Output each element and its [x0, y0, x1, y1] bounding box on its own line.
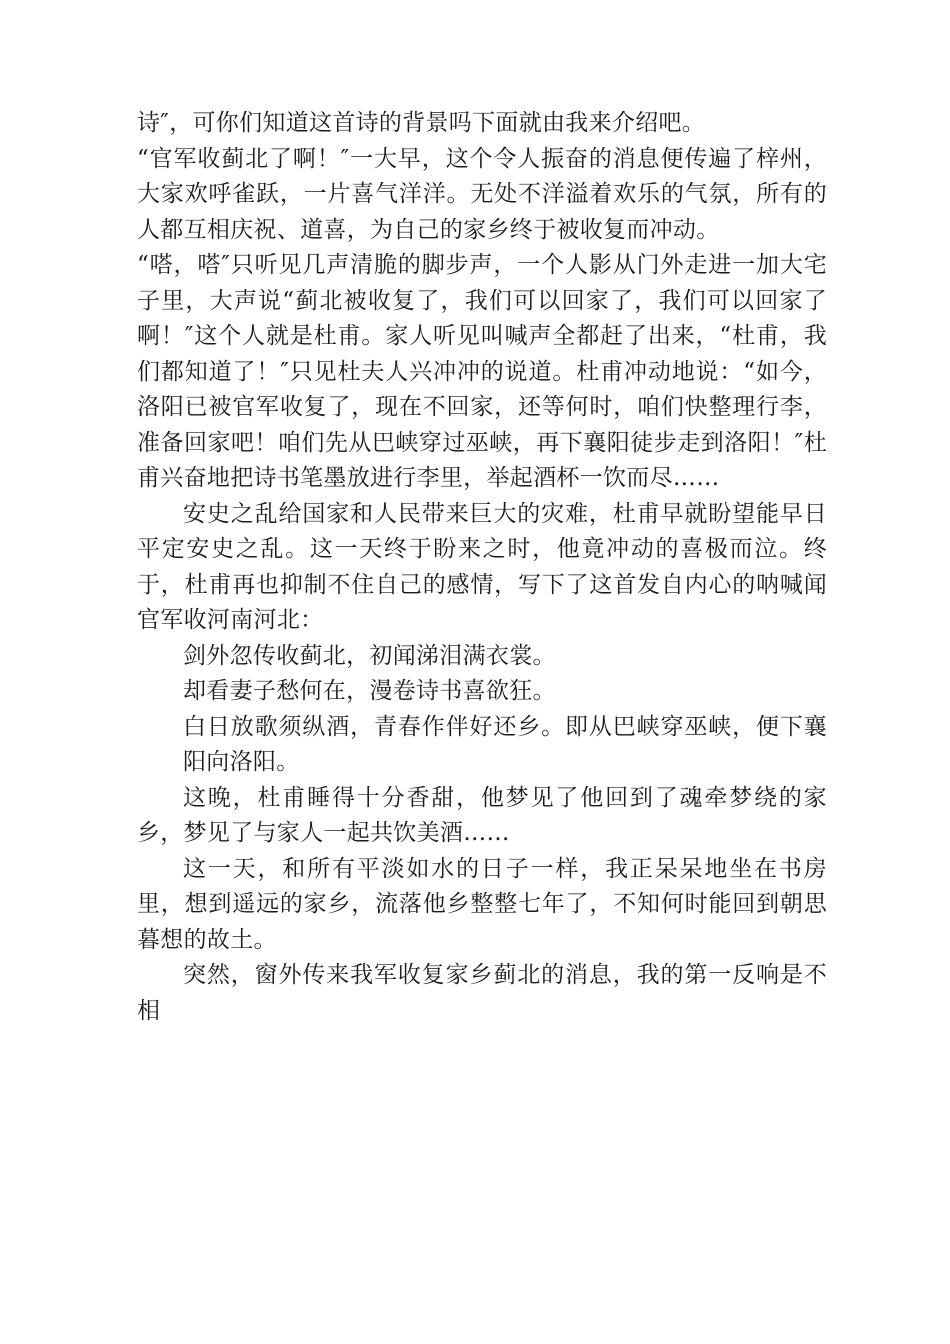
paragraph-5: 这晚，杜甫睡得十分香甜，他梦见了他回到了魂牵梦绕的家乡，梦见了与家人一起共饮美酒…… — [137, 784, 827, 846]
paragraph-4: 安史之乱给国家和人民带来巨大的灾难，杜甫早就盼望能早日平定安史之乱。这一天终于盼来之时，他竟冲动的喜极而泣。终于，杜甫再也抑制不住自己的感情，写下了这首发自内心的呐喊闻官军收河南河北： — [137, 500, 827, 633]
poem-line-3: 白日放歌须纵酒，青春作伴好还乡。即从巴峡穿巫峡，便下襄阳向洛阳。 — [183, 713, 827, 775]
paragraph-3: “嗒，嗒″只听见几声清脆的脚步声，一个人影从门外走进一加大宅子里，大声说“蓟北被收复了，我们可以回家了，我们可以回家了啊！″这个人就是杜甫。家人听见叫喊声全都赶了出来，“杜甫，我们都知道了！″只见杜夫人兴冲冲的说道。杜甫冲动地说：“如今，洛阳已被官军收复了，现在不回家，还等何时，咱们快整理行李，准备回家吧！咱们先从巴峡穿过巫峡，再下襄阳徒步走到洛阳！″杜甫兴奋地把诗书笔墨放进行李里，举起酒杯一饮而尽…… — [137, 252, 827, 491]
poem-line-2: 却看妻子愁何在，漫卷诗书喜欲狂。 — [183, 678, 556, 704]
paragraph-1: 诗″，可你们知道这首诗的背景吗下面就由我来介绍吧。 — [137, 110, 706, 136]
paragraph-2: “官军收蓟北了啊！″一大早，这个令人振奋的消息便传遍了梓州，大家欢呼雀跃，一片喜气洋洋。无处不洋溢着欢乐的气氛，所有的人都互相庆祝、道喜，为自己的家乡终于被收复而冲动。 — [137, 145, 827, 243]
paragraph-6: 这一天，和所有平淡如水的日子一样，我正呆呆地坐在书房里，想到遥远的家乡，流落他乡整整七年了，不知何时能回到朝思暮想的故土。 — [137, 855, 827, 953]
document-body — [137, 106, 827, 1029]
poem-line-1: 剑外忽传收蓟北，初闻涕泪满衣裳。 — [183, 642, 556, 669]
paragraph-7: 突然，窗外传来我军收复家乡蓟北的消息，我的第一反响是不相 — [137, 962, 827, 1024]
